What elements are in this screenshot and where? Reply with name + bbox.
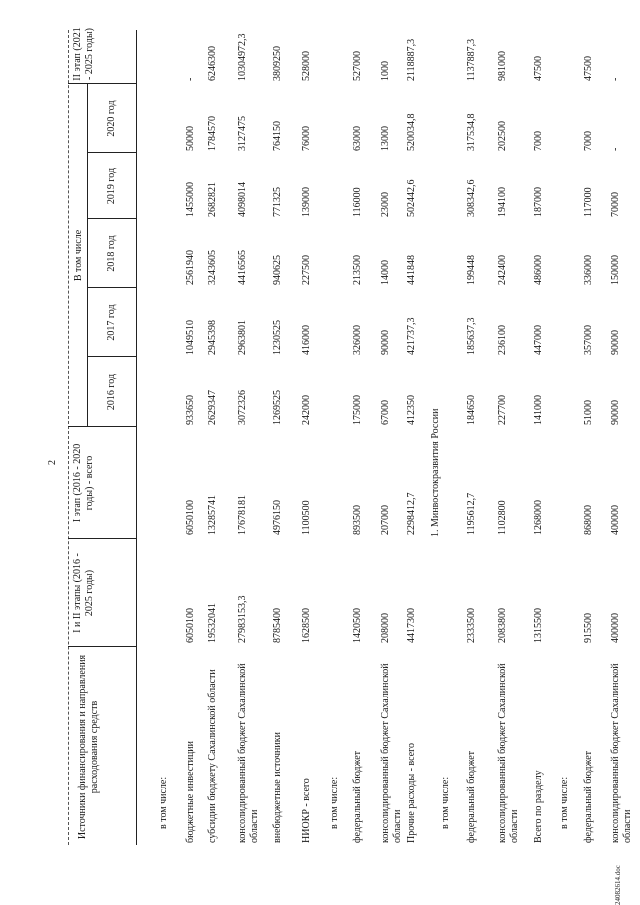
row-cell: 441848 [406, 255, 417, 285]
row-cell: 70000 [610, 192, 621, 217]
row-cell: 421737,3 [406, 317, 417, 355]
row-cell: 141000 [533, 395, 544, 425]
row-label: федеральный бюджет [583, 750, 594, 843]
row-cell: 4417300 [406, 608, 417, 643]
row-cell: 771325 [272, 187, 283, 217]
row-cell: 326000 [352, 325, 363, 355]
row-cell: 63000 [352, 126, 363, 151]
row-cell: 139000 [301, 187, 312, 217]
row-cell: 184650 [466, 395, 477, 425]
row-label: субсидии бюджету Сахалинской области [207, 669, 218, 843]
row-cell: 1195612,7 [466, 492, 477, 535]
row-cell: 236100 [497, 325, 508, 355]
row-cell: 915500 [583, 613, 594, 643]
row-cell: 893500 [352, 505, 363, 535]
row-cell: 981000 [497, 51, 508, 81]
row-cell: 1455000 [185, 182, 196, 217]
row-cell: 317534,8 [466, 113, 477, 151]
section-title: 1. Минвостокразвития России [430, 408, 441, 537]
row-cell: 227500 [301, 255, 312, 285]
row-cell: 400000 [610, 505, 621, 535]
row-label: федеральный бюджет [352, 750, 363, 843]
row-cell: 7000 [533, 131, 544, 151]
row-cell: 2945398 [207, 320, 218, 355]
row-cell: 528000 [301, 51, 312, 81]
row-cell: 1102800 [497, 500, 508, 535]
row-cell: 76000 [301, 126, 312, 151]
row-cell: 208000 [380, 613, 391, 643]
row-cell: 1000 [380, 61, 391, 81]
row-cell: 1268000 [533, 500, 544, 535]
row-cell: 202500 [497, 121, 508, 151]
row-label: НИОКР - всего [301, 778, 312, 843]
row-cell: 4416565 [237, 250, 248, 285]
row-cell: 400000 [610, 613, 621, 643]
row-cell: 207000 [380, 505, 391, 535]
row-cell: 19532041 [207, 603, 218, 643]
row-label: консолидированный бюджет Сахалинской области [237, 663, 260, 843]
row-cell: 1315500 [533, 608, 544, 643]
row-cell: 412350 [406, 395, 417, 425]
row-cell: 1269525 [272, 390, 283, 425]
header-2020: 2020 год [106, 100, 117, 137]
row-cell: 3127475 [237, 116, 248, 151]
row-cell: 6050100 [185, 500, 196, 535]
row-cell: 117000 [583, 187, 594, 217]
row-cell: 47500 [533, 56, 544, 81]
row-cell: 194100 [497, 187, 508, 217]
row-cell: 23000 [380, 192, 391, 217]
row-cell: - [185, 77, 196, 81]
row-cell: 502442,6 [406, 179, 417, 217]
row-label: в том числе: [329, 776, 340, 829]
row-cell: 764150 [272, 121, 283, 151]
row-cell: 1784570 [207, 116, 218, 151]
row-cell: 50000 [185, 126, 196, 151]
row-cell: 357000 [583, 325, 594, 355]
header-col-stage1: I этап (2016 - 2020 годы) - всего [72, 443, 95, 523]
header-col-total: I и II этапы (2016 - 2025 годы) [72, 553, 95, 633]
row-cell: 175000 [352, 395, 363, 425]
row-cell: 14000 [380, 260, 391, 285]
row-label: в том числе: [440, 776, 451, 829]
col-line-1 [68, 646, 136, 647]
row-label: Всего по разделу [533, 770, 544, 843]
row-cell: 27983153,3 [237, 595, 248, 643]
row-cell: 13285741 [207, 495, 218, 535]
row-cell: 447000 [533, 325, 544, 355]
row-cell: 868000 [583, 505, 594, 535]
row-cell: 336000 [583, 255, 594, 285]
row-label: внебюджетные источники [272, 732, 283, 843]
row-cell: 2118887,3 [406, 38, 417, 81]
row-cell: - [610, 147, 621, 151]
row-cell: 116000 [352, 187, 363, 217]
row-label: консолидированный бюджет Сахалинской области [380, 663, 403, 843]
header-bottom-line [136, 30, 137, 845]
row-cell: 2083800 [497, 608, 508, 643]
row-label: бюджетные инвестиции [185, 740, 196, 843]
row-cell: 940625 [272, 255, 283, 285]
row-cell: 10304972,3 [237, 33, 248, 81]
page-number: 2 [47, 460, 58, 465]
row-cell: 520034,8 [406, 113, 417, 151]
row-cell: 1420500 [352, 608, 363, 643]
header-2018: 2018 год [106, 235, 117, 272]
row-cell: 17678181 [237, 495, 248, 535]
row-cell: 1137887,3 [466, 38, 477, 81]
row-cell: 90000 [610, 330, 621, 355]
row-label: Прочие расходы - всего [406, 742, 417, 843]
row-cell: 2682821 [207, 182, 218, 217]
row-cell: 242400 [497, 255, 508, 285]
incl-underline [87, 84, 88, 427]
row-cell: 3243605 [207, 250, 218, 285]
row-cell: - [610, 77, 621, 81]
row-cell: 527000 [352, 51, 363, 81]
footer-doc-code: 24082614.doc [614, 865, 622, 905]
row-cell: 6246300 [207, 46, 218, 81]
row-cell: 185637,3 [466, 317, 477, 355]
row-cell: 199448 [466, 255, 477, 285]
header-2016: 2016 год [106, 373, 117, 411]
row-cell: 67000 [380, 400, 391, 425]
row-cell: 1230525 [272, 320, 283, 355]
row-cell: 1100500 [301, 500, 312, 535]
header-col-source: Источники финансирования и направления расходования средств [77, 654, 100, 840]
row-cell: 308342,6 [466, 179, 477, 217]
row-cell: 242000 [301, 395, 312, 425]
header-incl: В том числе [73, 229, 84, 282]
row-cell: 416000 [301, 325, 312, 355]
row-cell: 150000 [610, 255, 621, 285]
row-cell: 213500 [352, 255, 363, 285]
row-label: консолидированный бюджет Сахалинской области [610, 663, 633, 843]
row-label: в том числе: [158, 776, 169, 829]
row-label: федеральный бюджет [466, 750, 477, 843]
row-cell: 4976150 [272, 500, 283, 535]
row-cell: 8785400 [272, 608, 283, 643]
row-cell: 4098014 [237, 182, 248, 217]
row-cell: 2561940 [185, 250, 196, 285]
row-cell: 2963801 [237, 320, 248, 355]
row-cell: 3809250 [272, 46, 283, 81]
row-cell: 933650 [185, 395, 196, 425]
row-cell: 2298412,7 [406, 492, 417, 535]
row-label: консолидированный бюджет Сахалинской области [497, 663, 520, 843]
col-line-2 [68, 538, 136, 539]
row-cell: 90000 [610, 400, 621, 425]
row-cell: 7000 [583, 131, 594, 151]
table-top-border [68, 30, 69, 845]
row-cell: 6050100 [185, 608, 196, 643]
row-cell: 13000 [380, 126, 391, 151]
header-col-stage2: II этап (2021 - 2025 годы) [72, 27, 95, 81]
row-cell: 3072326 [237, 390, 248, 425]
row-cell: 187000 [533, 187, 544, 217]
row-cell: 2333500 [466, 608, 477, 643]
row-cell: 227700 [497, 395, 508, 425]
row-cell: 2629347 [207, 390, 218, 425]
row-cell: 1628500 [301, 608, 312, 643]
row-cell: 486000 [533, 255, 544, 285]
row-cell: 90000 [380, 330, 391, 355]
row-cell: 51000 [583, 400, 594, 425]
header-2017: 2017 год [106, 304, 117, 341]
header-2019: 2019 год [106, 167, 117, 205]
row-cell: 1049510 [185, 320, 196, 355]
row-cell: 47500 [583, 56, 594, 81]
row-label: в том числе: [559, 776, 570, 829]
